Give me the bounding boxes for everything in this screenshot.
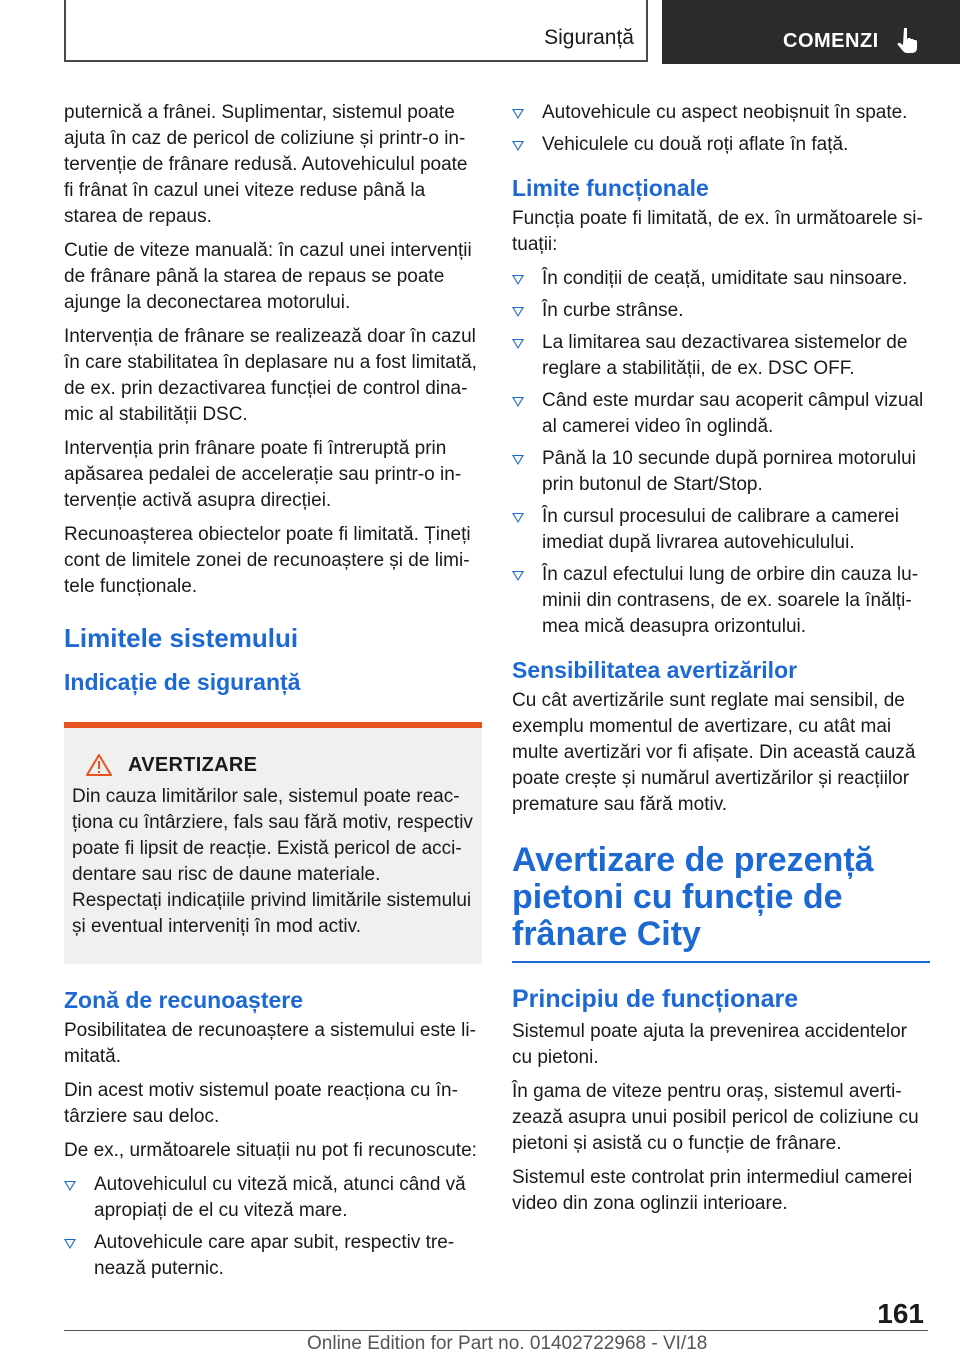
list-item-text: În cursul procesului de calibrare a camerei imediat după livrarea autovehiculului. — [542, 506, 899, 553]
heading-principle: Principiu de funcționare — [512, 985, 799, 1013]
body-paragraph: Cutie de viteze manuală: în cazul unei intervenții de frânare până la starea de repaus se poate ajunge la deconectarea motorului. — [64, 240, 472, 313]
body-paragraph: Intervenția prin frânare poate fi întreruptă prin apăsarea pedalei de accelerație sau printr-o intervenție activă asupra direcției. — [64, 438, 462, 511]
list-item — [512, 446, 930, 498]
zone-list — [64, 1172, 482, 1282]
functional-limits-list — [512, 266, 930, 640]
warning-box — [64, 722, 482, 964]
footer-rule — [64, 1330, 928, 1331]
triangle-bullet-icon — [64, 1239, 76, 1249]
right-column — [512, 100, 930, 1225]
left-column — [64, 100, 482, 1290]
body-paragraph: Posibilitatea de recunoaștere a sistemului este limitată. — [64, 1020, 476, 1067]
body-paragraph: De ex., următoarele situații nu pot fi recunoscute: — [64, 1140, 477, 1161]
triangle-bullet-icon — [512, 513, 524, 523]
chapter-title-line: frânare City — [512, 915, 701, 953]
list-item-text: La limitarea sau dezactivarea sistemelor de reglare a stabilității, de ex. DSC OFF. — [542, 332, 908, 379]
warning-triangle-icon — [86, 754, 112, 776]
list-item — [512, 388, 930, 440]
list-item — [512, 298, 930, 324]
body-paragraph: Cu cât avertizările sunt reglate mai sensibil, de exemplu momentul de avertizare, cu atât mai multe avertizări vor fi afișate. Din această cauză poate crește și numărul avertizărilor și reacțiilor premature sau fără motiv. — [512, 690, 916, 815]
triangle-bullet-icon — [512, 141, 524, 151]
warning-header — [72, 752, 474, 778]
body-paragraph: Sistemul poate ajuta la prevenirea accidentelor cu pietoni. — [512, 1021, 908, 1068]
header-section-title: Siguranță — [544, 26, 634, 49]
chapter-title-line: pietoni cu funcție de — [512, 878, 843, 916]
body-paragraph: Din acest motiv sistemul poate reacționa cu întârziere sau deloc. — [64, 1080, 458, 1127]
list-item-text: Când este murdar sau acoperit câmpul vizual al camerei video în oglindă. — [542, 390, 924, 437]
chapter-title-line: Avertizare de prezență — [512, 841, 874, 879]
chapter-title — [512, 842, 930, 953]
list-item — [512, 266, 930, 292]
zone-list-continued — [512, 100, 930, 158]
list-item — [512, 562, 930, 640]
chapter-title-rule — [512, 961, 930, 963]
triangle-bullet-icon — [512, 397, 524, 407]
heading-system-limits: Limitele sistemului — [64, 623, 299, 653]
list-item-text: Până la 10 secunde după pornirea motorului prin butonul de Start/Stop. — [542, 448, 916, 495]
list-item — [64, 1230, 482, 1282]
footer-edition: Online Edition for Part no. 01402722968 - VI/18 — [307, 1333, 708, 1354]
warning-text: Din cauza limitărilor sale, sistemul poate reacționa cu întârziere, fals sau fără motiv, respectiv poate fi lipsit de reacție. Există pericol de accidentare sau risc de daune materiale. Respectați indicațiile privind limitările sistemului și eventual interveniți în mod activ. — [72, 786, 473, 937]
list-item — [512, 132, 930, 158]
body-paragraph: Recunoașterea obiectelor poate fi limitată. Țineți cont de limitele zonei de recunoaștere și de limitele funcționale. — [64, 524, 471, 597]
heading-functional-limits: Limite funcționale — [512, 175, 709, 201]
header-chapter-tab — [662, 0, 960, 64]
header-chapter-title: COMENZI — [783, 30, 879, 52]
body-paragraph: În gama de viteze pentru oraș, sistemul avertizează asupra unui posibil pericol de coliziune cu pietoni și asistă cu o funcție de frânare. — [512, 1081, 919, 1154]
list-item-text: Autovehicule cu aspect neobișnuit în spate. — [542, 102, 908, 123]
triangle-bullet-icon — [512, 339, 524, 349]
heading-warning-sensitivity: Sensibilitatea avertizărilor — [512, 657, 798, 683]
triangle-bullet-icon — [512, 455, 524, 465]
list-item-text: Autovehicule care apar subit, respectiv trenează puternic. — [94, 1232, 455, 1279]
body-paragraph: Intervenția de frânare se realizează doar în cazul în care stabilitatea în deplasare nu a fost limitată, de ex. prin dezactivarea funcției de control dinamic al stabilității DSC. — [64, 326, 477, 425]
triangle-bullet-icon — [512, 275, 524, 285]
triangle-bullet-icon — [512, 109, 524, 119]
list-item-text: În condiții de ceață, umiditate sau ninsoare. — [542, 268, 908, 289]
page-number: 161 — [877, 1298, 924, 1329]
list-item — [512, 330, 930, 382]
hand-pointer-icon — [895, 25, 925, 55]
heading-recognition-zone: Zonă de recunoaștere — [64, 987, 304, 1013]
body-paragraph: Sistemul este controlat prin intermediul camerei video din zona oglinzii interioare. — [512, 1167, 913, 1214]
warning-title: AVERTIZARE — [128, 754, 258, 776]
triangle-bullet-icon — [64, 1181, 76, 1191]
body-paragraph: Funcția poate fi limitată, de ex. în următoarele situații: — [512, 208, 923, 255]
list-item — [512, 504, 930, 556]
list-item-text: În cazul efectului lung de orbire din cauza luminii din contrasens, de ex. soarele la înălțimea mică deasupra orizontului. — [542, 564, 919, 637]
list-item-text: În curbe strânse. — [542, 300, 684, 321]
header-section-frame — [64, 0, 648, 62]
list-item — [64, 1172, 482, 1224]
body-paragraph: puternică a frânei. Suplimentar, sistemul poate ajuta în caz de pericol de coliziune și printr-o intervenție de frânare redusă. Autovehiculul poate fi frânat în cazul unei viteze reduse până la starea de repaus. — [64, 102, 468, 227]
list-item-text: Vehiculele cu două roți aflate în față. — [542, 134, 849, 155]
list-item — [512, 100, 930, 126]
triangle-bullet-icon — [512, 571, 524, 581]
heading-safety-note: Indicație de siguranță — [64, 669, 301, 695]
triangle-bullet-icon — [512, 307, 524, 317]
list-item-text: Autovehiculul cu viteză mică, atunci când vă apropiați de el cu viteză mare. — [94, 1174, 466, 1221]
